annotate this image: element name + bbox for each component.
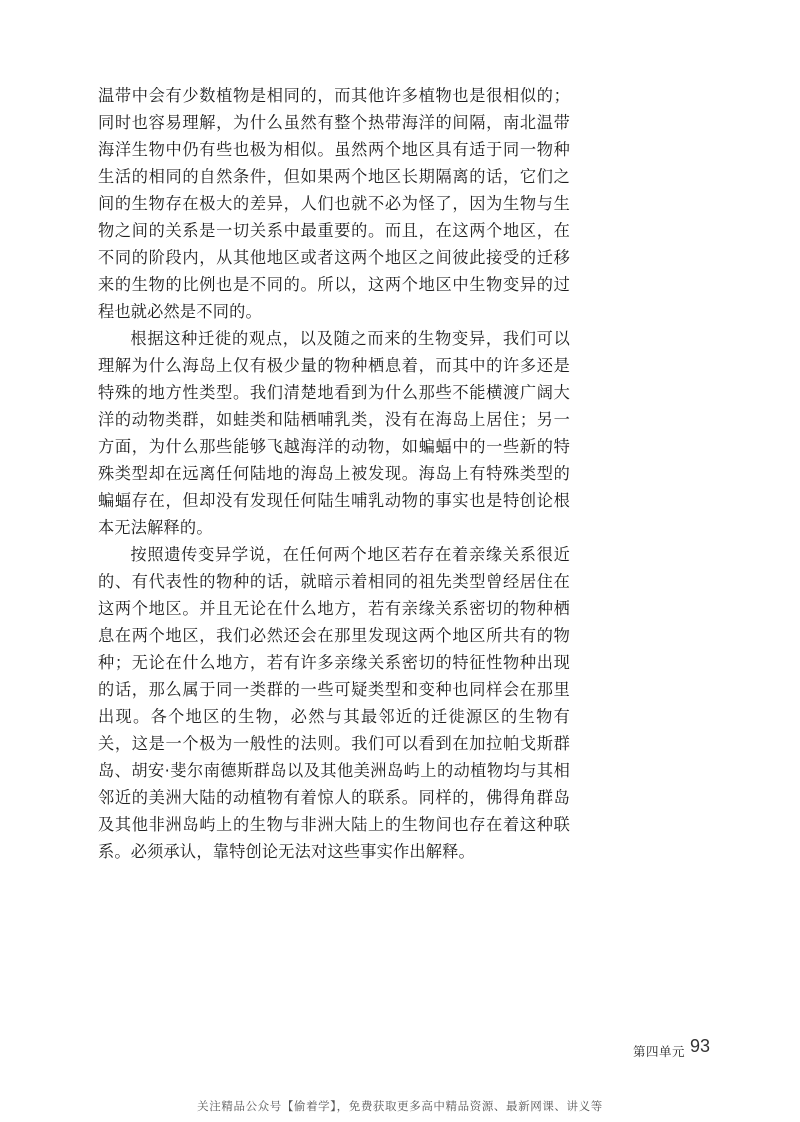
- page-number: 93: [690, 1036, 711, 1056]
- paragraph-2: 根据这种迁徙的观点，以及随之而来的生物变异，我们可以理解为什么海岛上仅有极少量的物种栖息着，而其中的许多还是特殊的地方性类型。我们清楚地看到为什么那些不能横渡广阔大洋的动物类群，如蛙类和陆栖哺乳类，没有在海岛上居住；另一方面，为什么那些能够飞越海洋的动物，如蝙蝠中的一些新的特殊类型却在远离任何陆地的海岛上被发现。海岛上有特殊类型的蝙蝠存在，但却没有发现任何陆生哺乳动物的事实也是特创论根本无法解释的。: [98, 329, 570, 537]
- main-text: [98, 82, 570, 865]
- paragraph-1: 温带中会有少数植物是相同的，而其他许多植物也是很相似的；同时也容易理解，为什么虽然有整个热带海洋的间隔，南北温带海洋生物中仍有些也极为相似。虽然两个地区具有适于同一物种生活的相同的自然条件，但如果两个地区长期隔离的话，它们之间的生物存在极大的差异，人们也就不必为怪了，因为生物与生物之间的关系是一切关系中最重要的。而且，在这两个地区，在不同的阶段内，从其他地区或者这两个地区之间彼此接受的迁移来的生物的比例也是不同的。所以，这两个地区中生物变异的过程也就必然是不同的。: [98, 86, 570, 321]
- paragraph-3: 按照遗传变异学说，在任何两个地区若存在着亲缘关系很近的、有代表性的物种的话，就暗示着相同的祖先类型曾经居住在这两个地区。并且无论在什么地方，若有亲缘关系密切的物种栖息在两个地区，我们必然还会在那里发现这两个地区所共有的物种；无论在什么地方，若有许多亲缘关系密切的特征性物种出现的话，那么属于同一类群的一些可疑类型和变种也同样会在那里出现。各个地区的生物，必然与其最邻近的迁徙源区的生物有关，这是一个极为一般性的法则。我们可以看到在加拉帕戈斯群岛、胡安·斐尔南德斯群岛以及其他美洲岛屿上的动植物均与其相邻近的美洲大陆的动植物有着惊人的联系。同样的，佛得角群岛及其他非洲岛屿上的生物与非洲大陆上的生物间也存在着这种联系。必须承认，靠特创论无法对这些事实作出解释。: [98, 545, 570, 861]
- unit-label: 第四单元: [633, 1044, 686, 1059]
- promo-footer-note: 关注精品公众号【偷着学】，免费获取更多高中精品资源、最新网课、讲义等: [197, 1099, 603, 1113]
